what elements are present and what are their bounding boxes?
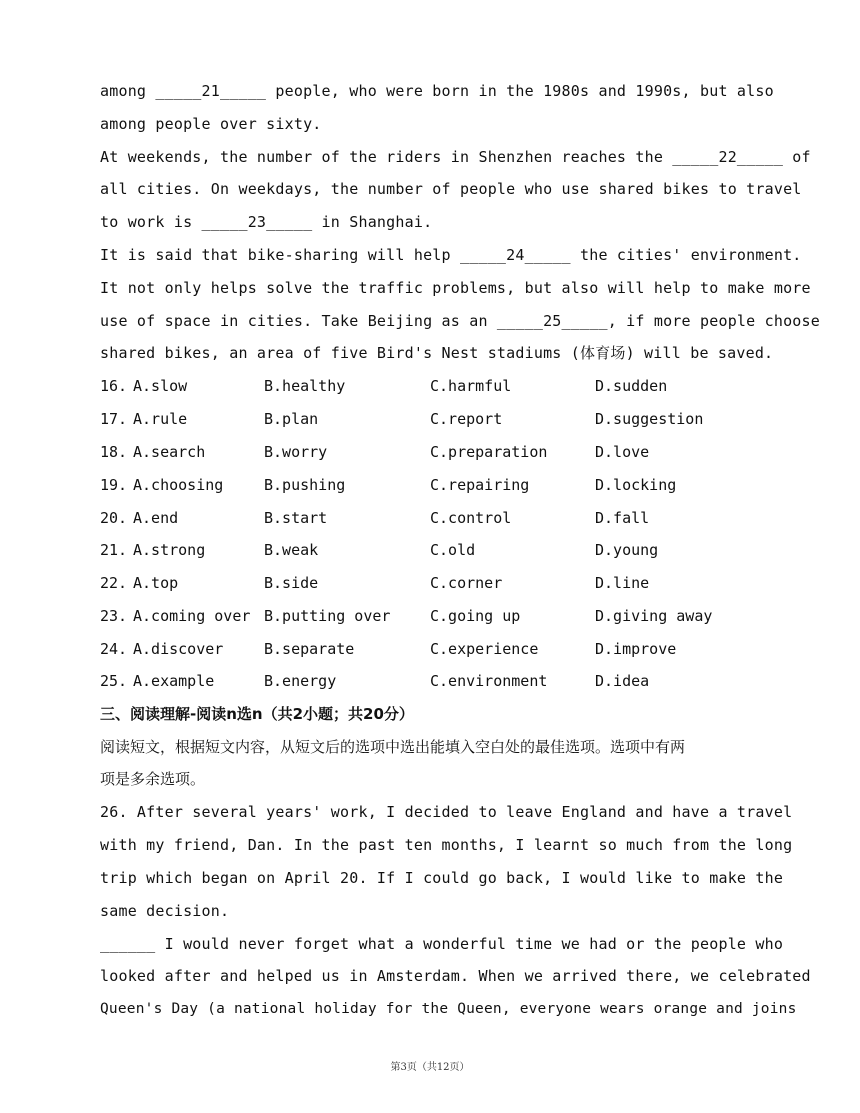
option-d: D.young [595, 541, 659, 559]
question-number: 23. [100, 607, 128, 625]
option-b: B.worry [264, 443, 328, 461]
passage-line: It not only helps solve the traffic problems, but also will help to make more [100, 279, 811, 297]
option-b: B.plan [264, 410, 319, 428]
passage-line: use of space in cities. Take Beijing as an _____25_____, if more people choose [100, 312, 820, 330]
question-number: 22. [100, 574, 128, 592]
option-d: D.love [595, 443, 650, 461]
question-number: 24. [100, 640, 128, 658]
reading-line: Queen's Day (a national holiday for the Queen, everyone wears orange and joins [100, 1001, 797, 1017]
reading-line: same decision. [100, 902, 230, 920]
reading-line: trip which began on April 20. If I could go back, I would like to make the [100, 869, 784, 887]
option-a: A.search [133, 443, 206, 461]
passage-line: all cities. On weekdays, the number of people who use shared bikes to travel [100, 180, 802, 198]
question-number: 20. [100, 509, 128, 527]
reading-line: 26. After several years' work, I decided to leave England and have a travel [100, 803, 793, 821]
option-d: D.improve [595, 640, 677, 658]
option-b: B.putting over [264, 607, 391, 625]
option-row-19 [100, 475, 780, 495]
reading-line: looked after and helped us in Amsterdam. When we arrived there, we celebrated [100, 967, 811, 985]
option-row-21 [100, 540, 780, 560]
reading-line: ______ I would never forget what a wonderful time we had or the people who [100, 935, 784, 953]
option-row-16 [100, 376, 780, 396]
option-a: A.rule [133, 410, 188, 428]
option-c: C.control [430, 509, 512, 527]
option-a: A.strong [133, 541, 206, 559]
option-c: C.preparation [430, 443, 548, 461]
option-c: C.going up [430, 607, 521, 625]
passage-line: At weekends, the number of the riders in Shenzhen reaches the _____22_____ of [100, 148, 811, 166]
option-a: A.slow [133, 377, 188, 395]
page-footer: 第3页（共12页） [390, 1062, 470, 1073]
option-d: D.giving away [595, 607, 713, 625]
option-row-25 [100, 671, 780, 691]
option-c: C.old [430, 541, 476, 559]
option-row-18 [100, 442, 780, 462]
question-number: 18. [100, 443, 128, 461]
reading-line: with my friend, Dan. In the past ten months, I learnt so much from the long [100, 836, 793, 854]
option-a: A.coming over [133, 607, 251, 625]
option-c: C.environment [430, 672, 548, 690]
option-a: A.choosing [133, 476, 224, 494]
option-row-24 [100, 639, 780, 659]
option-c: C.repairing [430, 476, 530, 494]
option-row-17 [100, 409, 780, 429]
option-row-20 [100, 508, 780, 528]
question-number: 16. [100, 377, 128, 395]
passage-line: shared bikes, an area of five Bird's Nest stadiums (体育场) will be saved. [100, 344, 774, 362]
option-a: A.example [133, 672, 215, 690]
passage-line: among _____21_____ people, who were born in the 1980s and 1990s, but also [100, 82, 774, 100]
passage-line: It is said that bike-sharing will help _____24_____ the cities' environment. [100, 246, 802, 264]
question-number: 25. [100, 672, 128, 690]
instruction-line: 阅读短文，根据短文内容，从短文后的选项中选出能填入空白处的最佳选项。选项中有两 [100, 738, 686, 756]
option-row-23 [100, 606, 780, 626]
option-b: B.healthy [264, 377, 346, 395]
option-d: D.suggestion [595, 410, 704, 428]
option-b: B.energy [264, 672, 337, 690]
section-heading: 三、阅读理解-阅读n选n（共2小题；共20分） [100, 705, 414, 723]
option-a: A.discover [133, 640, 224, 658]
option-c: C.experience [430, 640, 539, 658]
option-c: C.harmful [430, 377, 512, 395]
option-d: D.idea [595, 672, 650, 690]
option-row-22 [100, 573, 780, 593]
option-b: B.side [264, 574, 319, 592]
question-number: 19. [100, 476, 128, 494]
option-a: A.end [133, 509, 179, 527]
option-d: D.locking [595, 476, 677, 494]
option-b: B.start [264, 509, 328, 527]
option-b: B.separate [264, 640, 355, 658]
question-number: 21. [100, 541, 128, 559]
option-d: D.sudden [595, 377, 668, 395]
instruction-line: 项是多余选项。 [100, 770, 206, 788]
option-d: D.line [595, 574, 650, 592]
question-number: 17. [100, 410, 128, 428]
passage-line: to work is _____23_____ in Shanghai. [100, 213, 433, 231]
option-a: A.top [133, 574, 179, 592]
option-b: B.pushing [264, 476, 346, 494]
option-b: B.weak [264, 541, 319, 559]
passage-line: among people over sixty. [100, 115, 322, 133]
option-c: C.report [430, 410, 503, 428]
option-c: C.corner [430, 574, 503, 592]
option-d: D.fall [595, 509, 650, 527]
